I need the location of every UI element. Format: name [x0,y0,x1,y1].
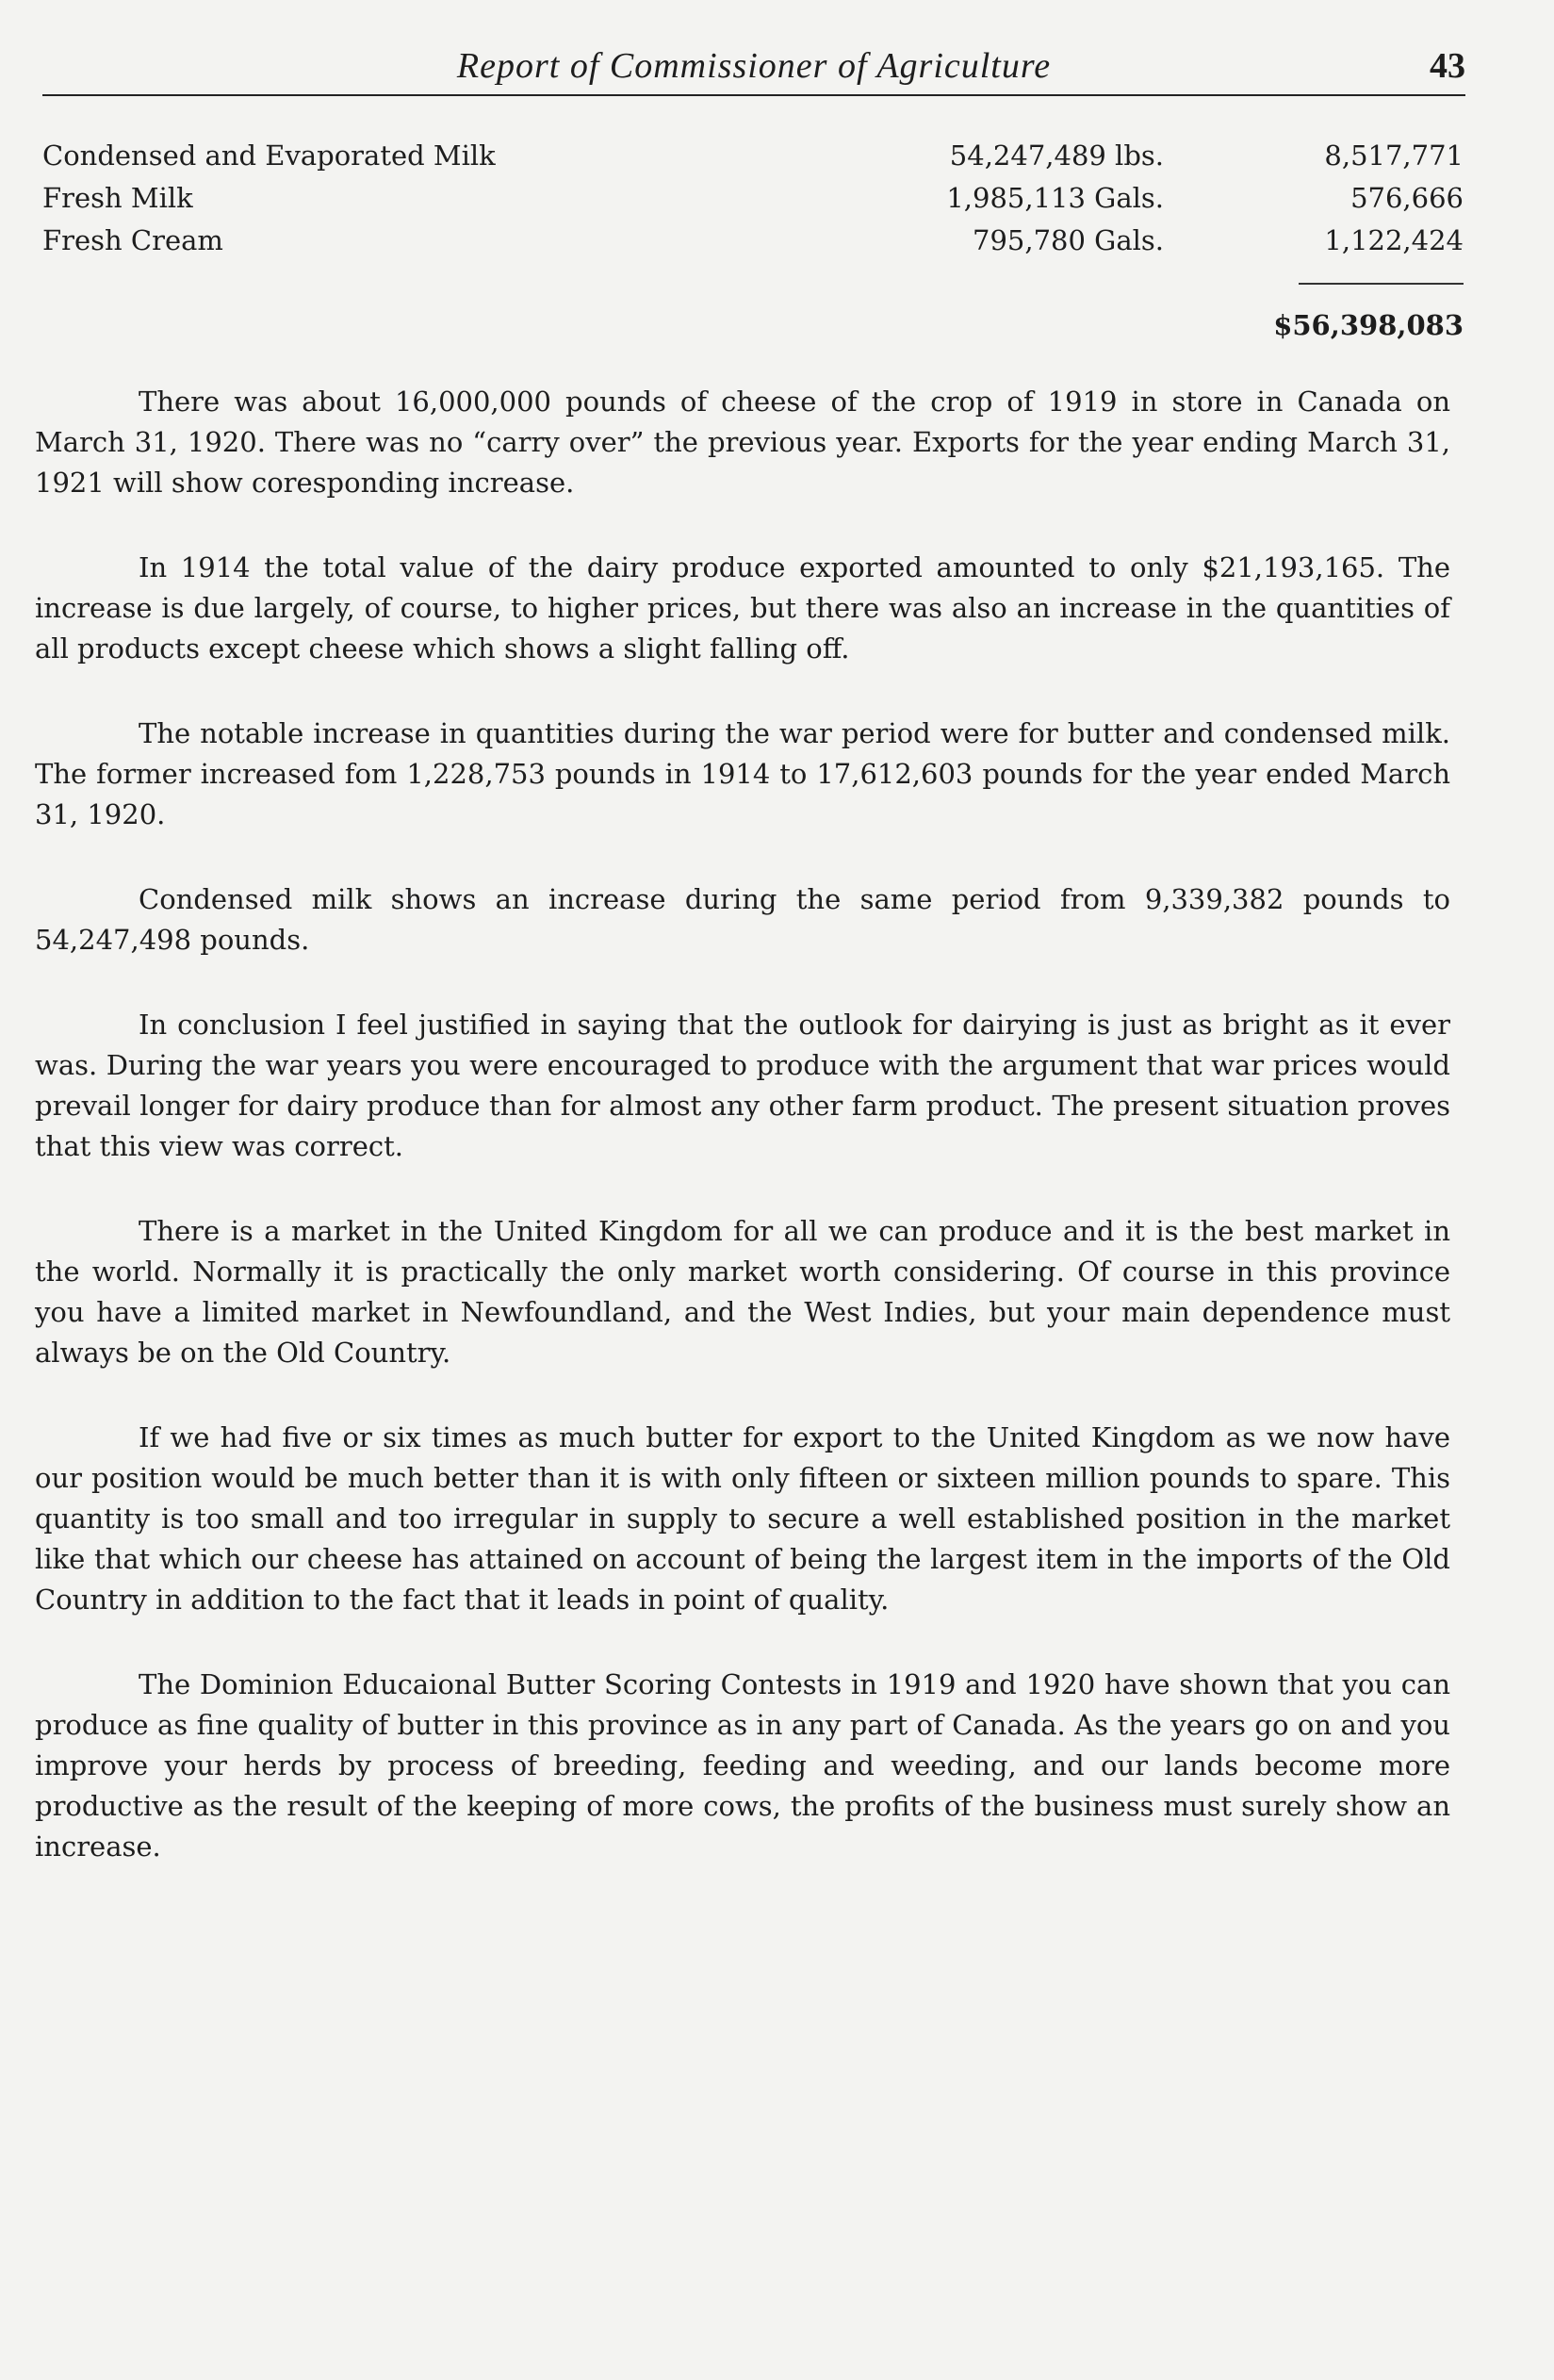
paragraph-conclusion: In conclusion I feel justified in saying that the outlook for dairying is just as bright as it ever was. During the war years you were encouraged to produce with the argument that war prices would prevail longer for dairy produce than for almost any other farm product. The present situation proves that this view was correct. [35,1009,1450,1162]
stat-row-condensed-milk [42,135,1464,177]
report-body [35,382,1450,1912]
stat-value: 8,517,771 [1324,140,1464,172]
stat-label: Fresh Cream [42,224,223,256]
paragraph-cheese-storage: There was about 16,000,000 pounds of cheese of the crop of 1919 in store in Canada on March 31, 1920. There was no “carry over” the previous year. Exports for the year ending March 31, 1921 will show coresponding increase. [35,386,1450,499]
stat-quantity: 795,780 Gals. [973,224,1164,256]
stat-value: 576,666 [1350,182,1464,214]
paragraph-condensed-milk: Condensed milk shows an increase during the same period from 9,339,382 pounds to 54,247,498 pounds. [35,883,1450,956]
stat-quantity: 54,247,489 lbs. [949,140,1164,172]
total-value: $56,398,083 [1273,309,1464,341]
paragraph-war-increase: The notable increase in quantities during the war period were for butter and condensed milk. The former increased fom 1,228,753 pounds in 1914 to 17,612,603 pounds for the year ended March 31, 1920. [35,717,1450,830]
stat-row-fresh-cream [42,220,1464,262]
stat-label: Condensed and Evaporated Milk [42,140,496,172]
paragraph-butter-export: If we had five or six times as much butter for export to the United Kingdom as we now have our position would be much better than it is with only fifteen or sixteen million pounds to spare. This quantity is too small and too irregular in supply to secure a well established position in the market like that which our cheese has attained on account of being the largest item in the imports of the Old Country in addition to the fact that it leads in point of quality. [35,1421,1450,1616]
paragraph-united-kingdom-market: There is a market in the United Kingdom for all we can produce and it is the best market in the world. Normally it is practically the only market worth considering. Of course in this province you have a limited market in Newfoundland, and the West Indies, but your main dependence must always be on the Old Country. [35,1215,1450,1369]
stat-row-fresh-milk [42,177,1464,220]
page-number: 43 [1430,46,1465,86]
total-divider [1299,283,1464,285]
running-title: Report of Commissioner of Agriculture [456,46,1052,86]
stat-quantity: 1,985,113 Gals. [946,182,1164,214]
paragraph-export-value: In 1914 the total value of the dairy produce exported amounted to only $21,193,165. The increase is due largely, of course, to higher prices, but there was also an increase in the quantities of all products except cheese which shows a slight falling off. [35,551,1450,665]
stat-value: 1,122,424 [1324,224,1464,256]
stat-label: Fresh Milk [42,182,193,214]
dairy-statistics-table [42,135,1464,341]
page-header [42,38,1465,96]
paragraph-butter-contests: The Dominion Educaional Butter Scoring Contests in 1919 and 1920 have shown that you can produce as fine quality of butter in this province as in any part of Canada. As the years go on and you improve your herds by process of breeding, feeding and weeding, and our lands become more productive as the result of the keeping of more cows, the profits of the business must surely show an increase. [35,1668,1450,1863]
